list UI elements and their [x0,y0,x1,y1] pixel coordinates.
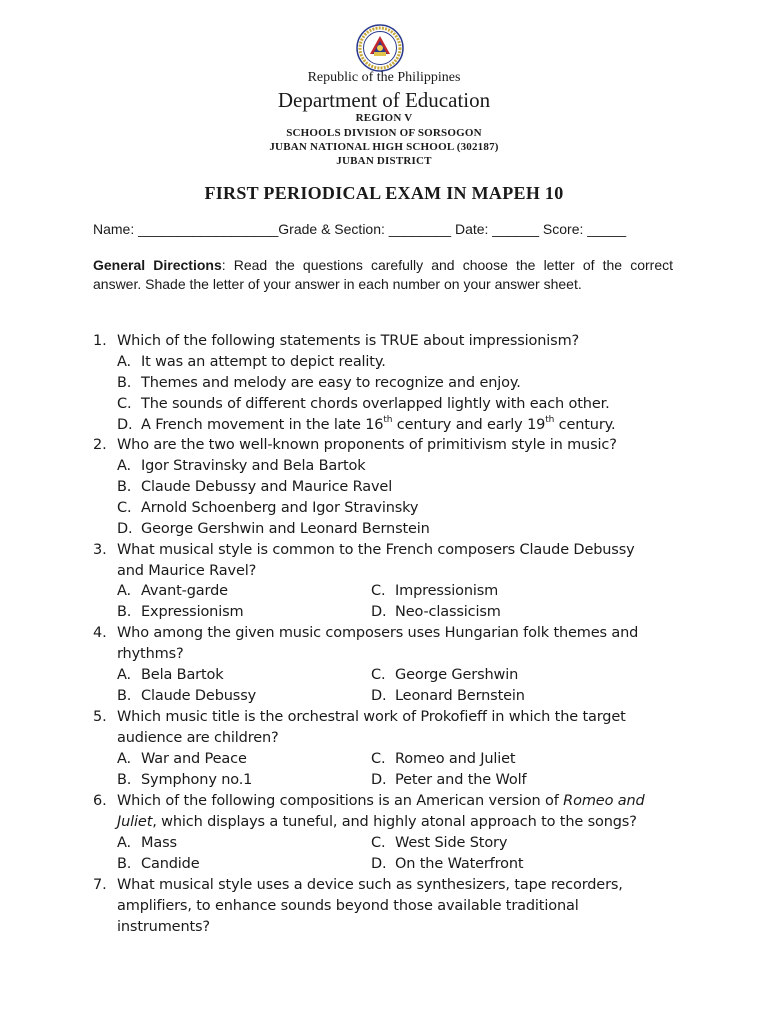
deped-seal-icon [356,24,404,72]
option-a: A. It was an attempt to depict reality. [117,354,386,370]
question-number: 2. [93,437,107,453]
republic-line: Republic of the Philippines [307,70,461,85]
option-d: D. Peter and the Wolf [371,772,527,788]
option-d: D. On the Waterfront [371,856,524,872]
option-b: B. Expressionism [117,604,244,620]
option-c: C. Impressionism [371,583,499,599]
option-a: A. War and Peace [117,751,247,767]
directions-text: : Read the questions carefully and choose the letter of the correct answer. Shade the letter of your answer in each number on your answer sheet. [93,257,673,292]
option-c: C. West Side Story [371,835,508,851]
option-b: B. Candide [117,856,200,872]
option-c: C. George Gershwin [371,667,519,683]
exam-page: Republic of the Philippines Department of Education REGION V SCHOOLS DIVISION OF SORSOGON JUBAN NATIONAL HIGH SCHOOL (302187) JUBAN DISTRICT FIRST PERIODICAL EXAM IN MAPEH 10 Name: __________________Grade & Section: ________ Date: ______ Score: _____ General Directions: Read the questions carefully and choose the letter of the correct answer. Shade the letter of your answer in each number on your answer sheet. 1. Which of the following statements is TRUE about impressionism? A. It was an attempt to depict reality. B. Themes and melody are easy to recognize and enjoy. C. The sounds of different chords overlapped lightly with each other. D. A French movement in the late 16th century and early 19th century. 2. Who are the two well-known proponents of primitivism style in music? A. Igor Stravinsky and Bela Bartok B. Claude Debussy and Maurice Ravel C. Arnold Schoenberg and Igor Stravinsky D. George Gershwin and Leonard Bernstein 3. What musical style is common to the French composers Claude Debussy and Maurice Ravel? A. Avant-garde C. Impressionism B. Expressionism D. Neo-classicism 4. Who among the given music composers uses Hungarian folk themes and rhythms? A. Bela Bartok C. George Gershwin B. Claude Debussy D. Leonard Bernstein 5. Which music title is the orchestral work of Prokofieff in which the target audience are children? A. War and Peace C. Romeo and Juliet B. Symphony no.1 D. Peter and the Wolf 6. Which of the following compositions is an American version of Romeo and Juliet, which displays a tuneful, and highly atonal approach to the songs? A. Mass C. West Side Story B. Candide D. On the Waterfront 7. What musical style uses a device such as synthesizers, tape recorders, amplifiers, to enhance sounds beyond those available traditional instruments? [0,0,768,1024]
question-text: Which music title is the orchestral work of Prokofieff in which the target [117,709,626,725]
option-b: B. Symphony no.1 [117,772,253,788]
option-d: D. George Gershwin and Leonard Bernstein [117,521,430,537]
directions-label: General Directions [93,257,222,273]
division-line: SCHOOLS DIVISION OF SORSOGON [286,127,482,139]
question-number: 5. [93,709,107,725]
option-b: B. Themes and melody are easy to recognize and enjoy. [117,375,521,391]
option-c: C. The sounds of different chords overlapped lightly with each other. [117,396,610,412]
option-a: A. Bela Bartok [117,667,224,683]
question-text: Who are the two well-known proponents of primitivism style in music? [117,437,617,453]
option-a: A. Mass [117,835,177,851]
question-text: What musical style is common to the French composers Claude Debussy [117,542,635,558]
exam-title: FIRST PERIODICAL EXAM IN MAPEH 10 [204,183,564,203]
option-d: D. Neo-classicism [371,604,501,620]
region-line: REGION V [355,112,413,124]
option-c: C. Arnold Schoenberg and Igor Stravinsky [117,500,419,516]
school-line: JUBAN NATIONAL HIGH SCHOOL (302187) [269,141,499,153]
option-a: A. Igor Stravinsky and Bela Bartok [117,458,366,474]
option-d: D. Leonard Bernstein [371,688,525,704]
student-info-line: Name: __________________Grade & Section: ________ Date: ______ Score: _____ [93,221,627,237]
department-title: Department of Education [277,88,491,112]
option-c: C. Romeo and Juliet [371,751,516,767]
option-d: D. A French movement in the late 16th century and early 19th century. [117,415,616,433]
district-line: JUBAN DISTRICT [336,155,432,167]
question-text: Which of the following compositions is an American version of Romeo and [117,793,645,809]
question-text: Who among the given music composers uses Hungarian folk themes and [117,625,639,641]
question-number: 6. [93,793,107,809]
question-number: 3. [93,542,107,558]
question-text: Which of the following statements is TRUE about impressionism? [117,333,580,349]
question-number: 7. [93,877,107,893]
option-a: A. Avant-garde [117,583,228,599]
general-directions [93,256,673,293]
question-number: 1. [93,333,107,349]
option-b: B. Claude Debussy [117,688,257,704]
option-b: B. Claude Debussy and Maurice Ravel [117,479,393,495]
question-text: What musical style uses a device such as synthesizers, tape recorders, [117,877,623,893]
question-number: 4. [93,625,107,641]
